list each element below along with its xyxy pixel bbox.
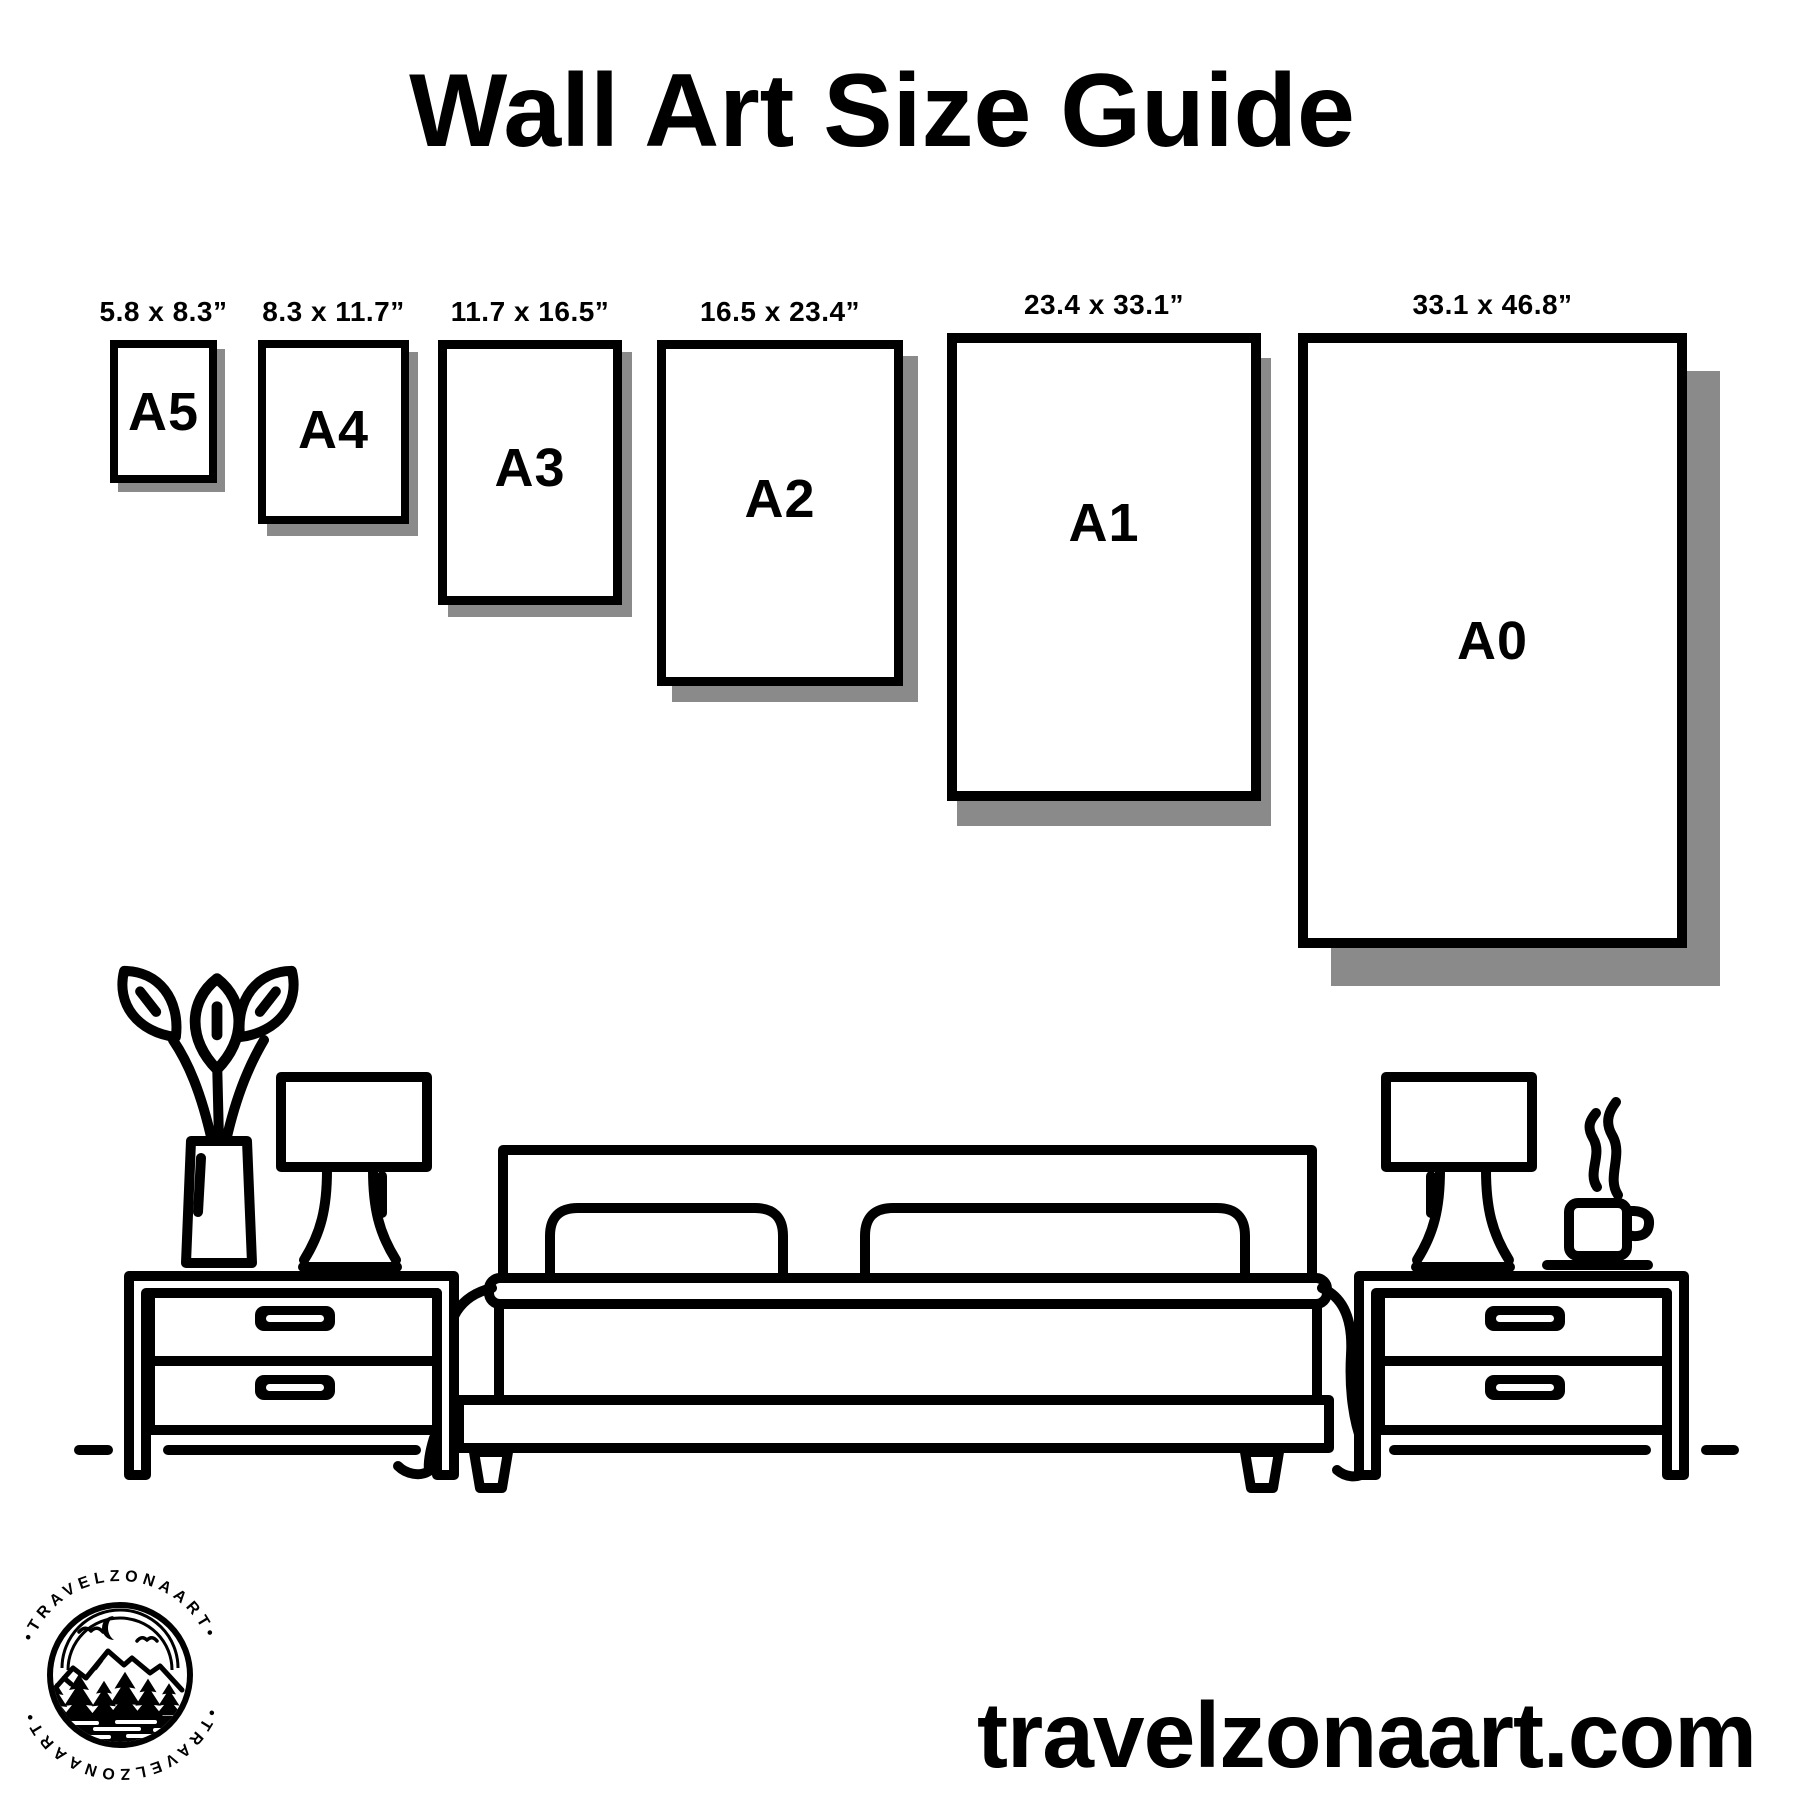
size-letter-a2: A2: [744, 469, 816, 529]
pillow-icon: [550, 1208, 783, 1284]
size-dimensions-a5: 5.8 x 8.3”: [99, 296, 228, 327]
size-dimensions-a3: 11.7 x 16.5”: [450, 296, 610, 327]
size-letter-a4: A4: [297, 400, 370, 460]
website-url: travelzonaart.com: [977, 1683, 1756, 1787]
size-dimensions-a1: 23.4 x 33.1”: [1023, 289, 1185, 320]
size-letter-a0: A0: [1456, 610, 1529, 671]
size-letter-a3: A3: [494, 437, 566, 498]
size-letter-a5: A5: [127, 381, 200, 442]
logo-arc-text-bottom: •TRAVELZONAART•: [19, 1706, 221, 1783]
size-dimensions-a0: 33.1 x 46.8”: [1412, 289, 1573, 320]
size-letter-a1: A1: [1068, 493, 1140, 553]
size-dimensions-a4: 8.3 x 11.7”: [262, 296, 405, 327]
table-lamp-icon-left: [281, 1077, 427, 1267]
page-title: Wall Art Size Guide: [409, 53, 1355, 169]
pillow-icon: [865, 1208, 1245, 1284]
brand-logo: [11, 1566, 229, 1784]
table-lamp-icon-right: [1386, 1077, 1532, 1267]
coffee-cup-icon: [1547, 1102, 1649, 1265]
double-bed-icon: [459, 1150, 1329, 1488]
steam-icon: [1590, 1102, 1618, 1195]
size-dimensions-a2: 16.5 x 23.4”: [699, 296, 861, 327]
logo-arc-text-top: •TRAVELZONAART•: [19, 1567, 221, 1644]
